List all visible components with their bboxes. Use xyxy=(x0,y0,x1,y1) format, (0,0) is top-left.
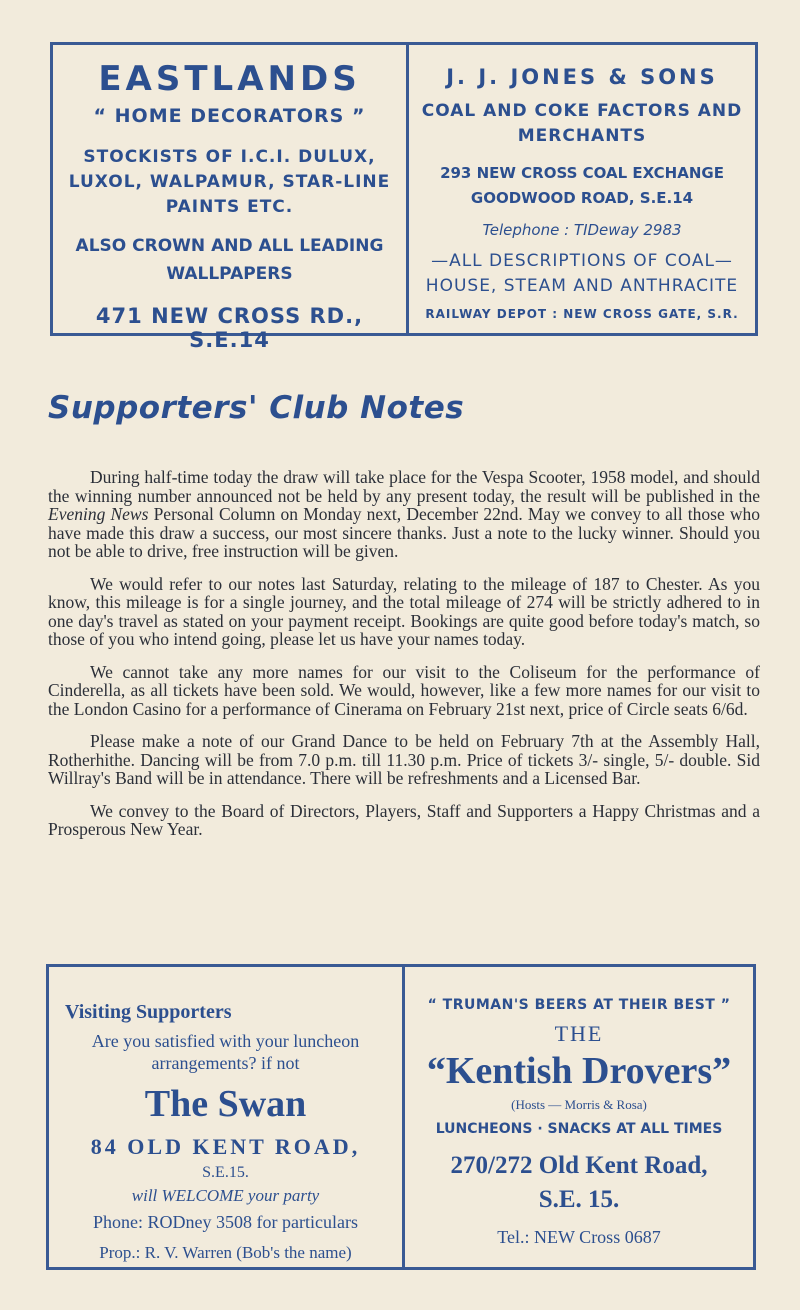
jones-telephone: Telephone : TIDeway 2983 xyxy=(482,221,682,239)
eastlands-stockists: STOCKISTS OF I.C.I. DULUX, LUXOL, WALPAMUR, STAR-LINE PAINTS ETC. xyxy=(68,147,391,217)
notes-paragraph: Please make a note of our Grand Dance to be held on February 7th at the Assembly Hall, Rotherhithe. Dancing will be from 7.0 p.m. till 11.30 p.m. Price of tickets 3/- single, 5/- double. Sid Willray's Band will be in attendance. There will be refreshments and a Licensed Bar. xyxy=(48,731,760,788)
swan-postcode: S.E.15. xyxy=(202,1164,249,1181)
drovers-address xyxy=(405,1149,753,1217)
club-notes xyxy=(48,468,760,853)
swan-name: The Swan xyxy=(144,1083,307,1125)
jones-title: J. J. JONES & SONS xyxy=(446,65,718,89)
notes-paragraph: We would refer to our notes last Saturday, relating to the mileage of 187 to Chester. As you know, this mileage is for a single journey, and the total mileage of 274 will be strictly adhered to in one day's travel as stated on your payment receipt. Bookings are quite good before today's match, so those of you who intend going, please let us have your names today. xyxy=(48,573,760,649)
drovers-the: THE xyxy=(554,1021,604,1046)
jones-description: —ALL DESCRIPTIONS OF COAL— HOUSE, STEAM AND ANTHRACITE xyxy=(425,251,739,296)
eastlands-advert xyxy=(53,45,409,352)
jones-advert xyxy=(409,45,755,333)
drovers-address-line1: 270/272 Old Kent Road, xyxy=(450,1152,708,1179)
section-title: Supporters' Club Notes xyxy=(48,390,465,426)
swan-address: 84 OLD KENT ROAD, xyxy=(90,1134,361,1159)
eastlands-address: 471 NEW CROSS RD., S.E.14 xyxy=(95,304,364,352)
jones-railway-depot: RAILWAY DEPOT : NEW CROSS GATE, S.R. xyxy=(425,307,739,321)
swan-phone: Phone: RODney 3508 for particulars xyxy=(93,1212,358,1232)
eastlands-title: EASTLANDS xyxy=(98,59,361,99)
drovers-address-line2: S.E. 15. xyxy=(538,1186,620,1213)
notes-text: Personal Column on Monday next, December 22nd. May we convey to all those who have made this draw a success, our most sincere thanks. Just a note to the lucky winner. Should you not be able to drive, free instruction will be given. xyxy=(48,504,761,561)
swan-question: Are you satisfied with your luncheon arrangements? if not xyxy=(91,1031,360,1073)
jones-subtitle: COAL AND COKE FACTORS AND MERCHANTS xyxy=(421,101,743,146)
drovers-name: “Kentish Drovers” xyxy=(426,1050,732,1092)
notes-paragraph: We convey to the Board of Directors, Players, Staff and Supporters a Happy Christmas and a Prosperous New Year. xyxy=(48,800,760,839)
drovers-heading: “ TRUMAN'S BEERS AT THEIR BEST ” xyxy=(427,997,731,1013)
top-advert-panel xyxy=(50,42,758,352)
swan-welcome: will WELCOME your party xyxy=(131,1186,320,1205)
eastlands-subtitle: “ HOME DECORATORS ” xyxy=(93,105,366,127)
drovers-luncheons: LUNCHEONS · SNACKS AT ALL TIMES xyxy=(435,1121,723,1137)
swan-proprietor: Prop.: R. V. Warren (Bob's the name) xyxy=(99,1243,352,1262)
swan-advert xyxy=(49,967,405,1267)
drovers-telephone: Tel.: NEW Cross 0687 xyxy=(497,1227,661,1247)
jones-address: 293 NEW CROSS COAL EXCHANGE GOODWOOD ROAD, S.E.14 xyxy=(440,164,724,207)
drovers-advert xyxy=(405,967,753,1267)
notes-paragraph: We cannot take any more names for our visit to the Coliseum for the performance of Cinderella, as all tickets have been sold. We would, however, like a few more names for our visit to the London Casino for a performance of Cinerama on February 21st next, price of Circle seats 6/6d. xyxy=(48,661,760,719)
drovers-hosts: (Hosts — Morris & Rosa) xyxy=(511,1097,647,1112)
notes-paragraph xyxy=(48,468,760,561)
notes-text: During half-time today the draw will take place for the Vespa Scooter, 1958 model, and should the winning number announced not be held by any present today, the result will be published in the xyxy=(48,467,760,506)
eastlands-wallpapers: ALSO CROWN AND ALL LEADING WALLPAPERS xyxy=(75,236,384,284)
swan-heading: Visiting Supporters xyxy=(65,1001,232,1023)
bottom-advert-panel xyxy=(46,964,756,1270)
newspaper-name: Evening News xyxy=(48,504,149,524)
